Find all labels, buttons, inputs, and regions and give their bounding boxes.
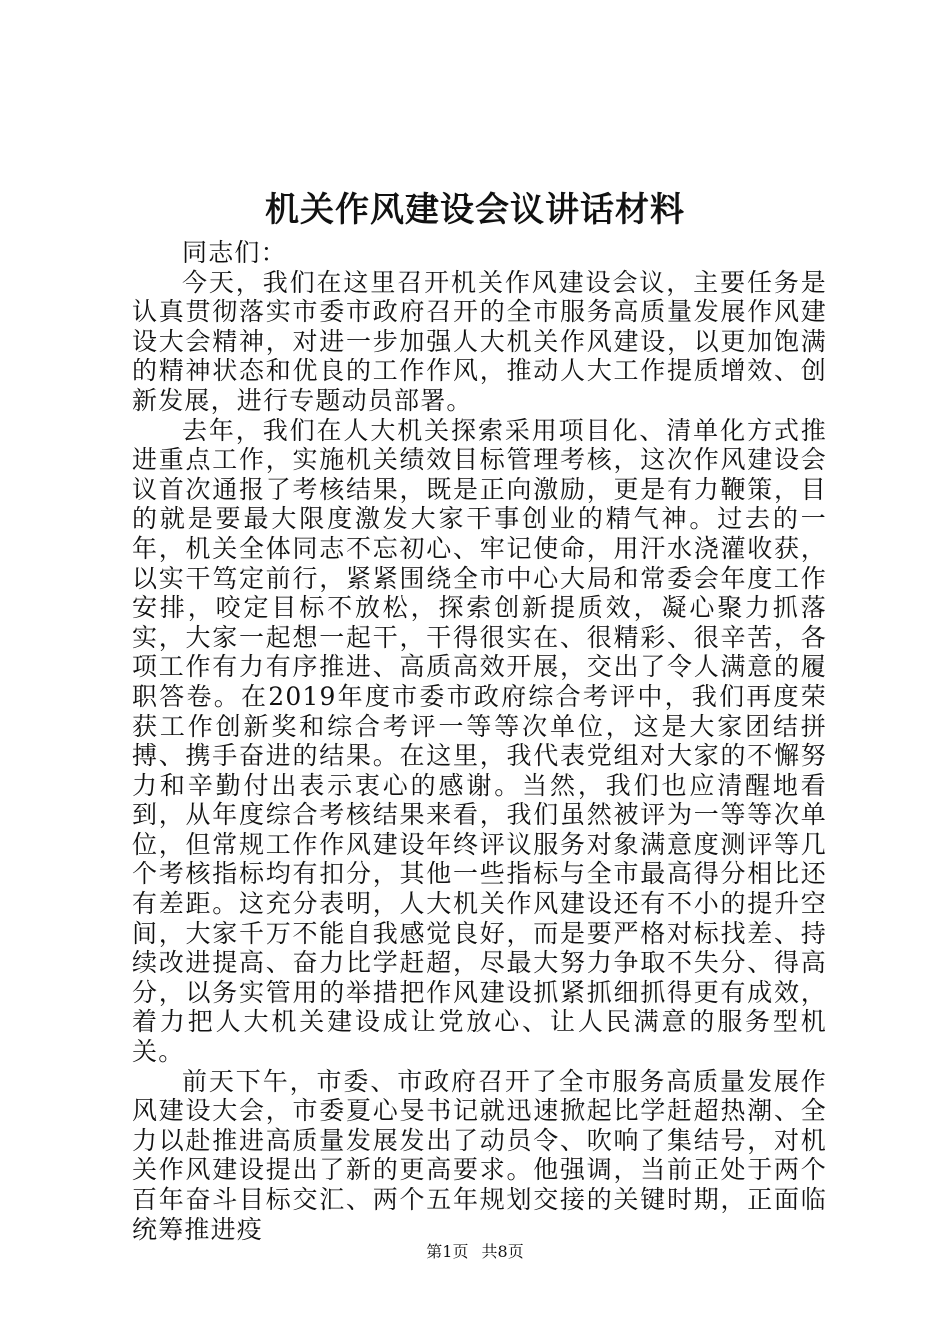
salutation: 同志们： <box>182 238 287 267</box>
document-body <box>132 238 827 1244</box>
paragraph-last-year-review: 去年，我们在人大机关探索采用项目化、清单化方式推进重点工作，实施机关绩效目标管理考核，这次作风建设会议首次通报了考核结果，既是正向激励，更是有力鞭策，目的就是要最大限度激发大家干事创业的精气神。过去的一年，机关全体同志不忘初心、牢记使命，用汗水浇灌收获，以实干笃定前行，紧紧围绕全市中心大局和常委会年度工作安排，咬定目标不放松，探索创新提质效，凝心聚力抓落实，大家一起想一起干，干得很实在、很精彩、很辛苦，各项工作有力有序推进、高质高效开展，交出了令人满意的履职答卷。在2019年度市委市政府综合考评中，我们再度荣获工作创新奖和综合考评一等等次单位，这是大家团结拼搏、携手奋进的结果。在这里，我代表党组对大家的不懈努力和辛勤付出表示衷心的感谢。当然，我们也应清醒地看到，从年度综合考核结果来看，我们虽然被评为一等等次单位，但常规工作作风建设年终评议服务对象满意度测评等几个考核指标均有扣分，其他一些指标与全市最高得分相比还有差距。这充分表明，人大机关作风建设还有不小的提升空间，大家千万不能自我感觉良好，而是要严格对标找差、持续改进提高、奋力比学赶超，尽最大努力争取不失分、得高分，以务实管用的举措把作风建设抓紧抓细抓得更有成效，着力把人大机关建设成让党放心、让人民满意的服务型机关。 <box>132 415 827 1067</box>
page-title: 机关作风建设会议讲话材料 <box>265 190 685 230</box>
paragraph-intro: 今天，我们在这里召开机关作风建设会议，主要任务是认真贯彻落实市委市政府召开的全市服务高质量发展作风建设大会精神，对进一步加强人大机关作风建设，以更加饱满的精神状态和优良的工作作风，推动人大工作提质增效、创新发展，进行专题动员部署。 <box>132 267 827 415</box>
paragraph-city-conference: 前天下午，市委、市政府召开了全市服务高质量发展作风建设大会，市委夏心旻书记就迅速掀起比学赶超热潮、全力以赴推进高质量发展发出了动员令、吹响了集结号，对机关作风建设提出了新的更高要求。他强调，当前正处于两个百年奋斗目标交汇、两个五年规划交接的关键时期，正面临统筹推进疫 <box>132 1066 827 1244</box>
page-footer <box>0 1242 950 1262</box>
page-number: 第1页 <box>426 1242 469 1261</box>
page-total: 共8页 <box>481 1242 524 1261</box>
